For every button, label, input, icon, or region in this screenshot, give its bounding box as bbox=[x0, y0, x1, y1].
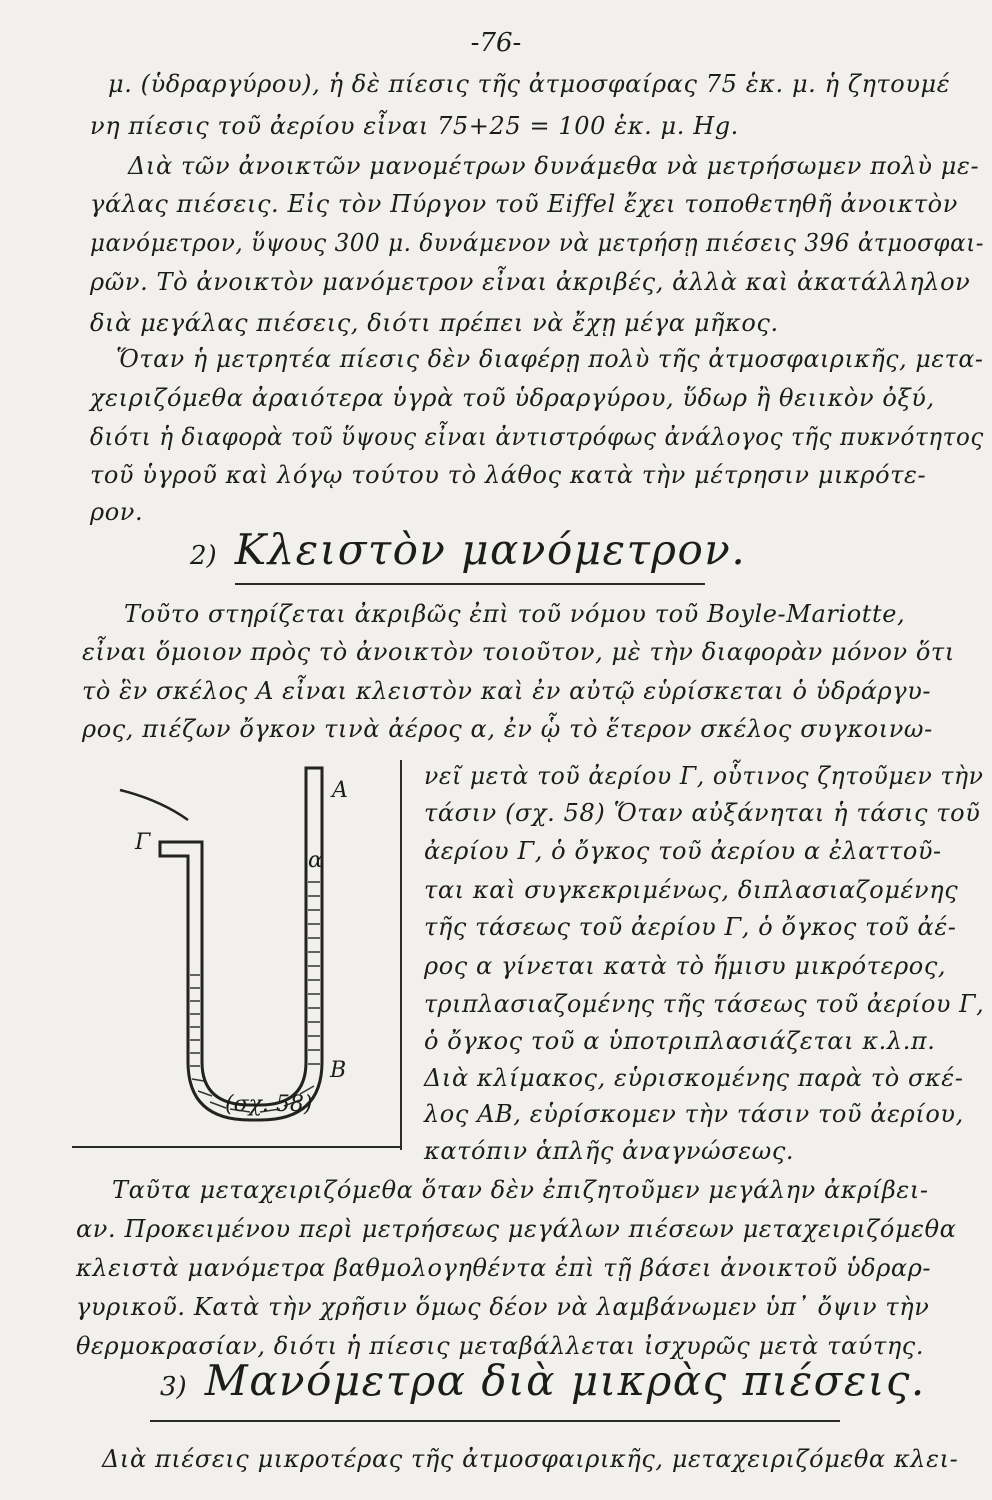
figure-bottom-rule bbox=[72, 1146, 402, 1148]
text-line: μανόμετρον, ὕψους 300 μ. δυνάμενον νὰ μετρήσῃ πιέσεις 396 ἀτμοσφαι- bbox=[90, 229, 985, 257]
label-A: Α bbox=[332, 778, 348, 803]
gas-inlet-line bbox=[120, 790, 188, 820]
text-line: λος ΑΒ, εὑρίσκομεν τὴν τάσιν τοῦ ἀερίου, bbox=[424, 1100, 964, 1128]
text-line: νεῖ μετὰ τοῦ ἀερίου Γ, οὗτινος ζητοῦμεν τὴν bbox=[424, 762, 984, 790]
text-line: Διὰ πιέσεις μικροτέρας τῆς ἀτμοσφαιρικῆς, μεταχειριζόμεθα κλει- bbox=[102, 1445, 959, 1473]
text-line: νη πίεσις τοῦ ἀερίου εἶναι 75+25 = 100 ἑκ. μ. Hg. bbox=[90, 112, 739, 140]
u-tube bbox=[160, 768, 322, 1120]
text-line: χειριζόμεθα ἀραιότερα ὑγρὰ τοῦ ὑδραργύρου, ὕδωρ ἢ θειικὸν ὀξύ, bbox=[90, 384, 935, 412]
text-line: τὸ ἓν σκέλος Α εἶναι κλειστὸν καὶ ἐν αὐτῷ εὑρίσκεται ὁ ὑδράργυ- bbox=[82, 677, 932, 705]
text-line: γάλας πιέσεις. Εἰς τὸν Πύργον τοῦ Eiffel ἔχει τοποθετηθῆ ἀνοικτὸν bbox=[90, 190, 958, 218]
text-line: Ὅταν ἡ μετρητέα πίεσις δὲν διαφέρῃ πολὺ τῆς ἀτμοσφαιρικῆς, μετα- bbox=[116, 345, 984, 373]
text-line: ται καὶ συγκεκριμένως, διπλασιαζομένης bbox=[424, 876, 959, 904]
text-line: θερμοκρασίαν, διότι ἡ πίεσις μεταβάλλεται ἰσχυρῶς μετὰ ταύτης. bbox=[76, 1332, 925, 1360]
text-line: κατόπιν ἁπλῆς ἀναγνώσεως. bbox=[424, 1137, 795, 1165]
section-number: 3) bbox=[160, 1372, 187, 1402]
section-title: Μανόμετρα διὰ μικρὰς πιέσεις. bbox=[204, 1356, 926, 1405]
text-line: ἀερίου Γ, ὁ ὄγκος τοῦ ἀερίου α ἐλαττοῦ- bbox=[424, 837, 942, 865]
text-line: Διὰ κλίμακος, εὑρισκομένης παρὰ τὸ σκέ- bbox=[424, 1064, 964, 1092]
text-line: ρος, πιέζων ὄγκον τινὰ ἀέρος α, ἐν ᾧ τὸ ἕτερον σκέλος συγκοινω- bbox=[82, 715, 933, 743]
text-line: κλειστὰ μανόμετρα βαθμολογηθέντα ἐπὶ τῇ βάσει ἀνοικτοῦ ὑδραρ- bbox=[76, 1254, 932, 1282]
page-number: -76- bbox=[470, 28, 522, 58]
text-line: ρῶν. Τὸ ἀνοικτὸν μανόμετρον εἶναι ἀκριβές, ἀλλὰ καὶ ἀκατάλληλον bbox=[90, 268, 971, 296]
text-line: τῆς τάσεως τοῦ ἀερίου Γ, ὁ ὄγκος τοῦ ἀέ- bbox=[424, 913, 957, 941]
section-heading-3 bbox=[160, 1356, 926, 1405]
text-line: Τοῦτο στηρίζεται ἀκριβῶς ἐπὶ τοῦ νόμου τοῦ Boyle-Mariotte, bbox=[124, 600, 906, 628]
heading-underline bbox=[235, 583, 705, 585]
mercury-right bbox=[308, 882, 320, 1064]
label-alpha: α bbox=[308, 848, 323, 873]
text-line: τοῦ ὑγροῦ καὶ λόγῳ τούτου τὸ λάθος κατὰ τὴν μέτρησιν μικρότε- bbox=[90, 461, 927, 489]
figure-divider bbox=[400, 760, 402, 1150]
label-B: Β bbox=[330, 1058, 347, 1083]
figure-caption: (σχ. 58) bbox=[225, 1092, 313, 1117]
text-line: αν. Προκειμένου περὶ μετρήσεως μεγάλων πιέσεων μεταχειριζόμεθα bbox=[76, 1215, 957, 1243]
text-line: τάσιν (σχ. 58) Ὅταν αὐξάνηται ἡ τάσις τοῦ bbox=[424, 799, 981, 827]
text-line: ρος α γίνεται κατὰ τὸ ἥμισυ μικρότερος, bbox=[424, 952, 947, 980]
section-title: Κλειστὸν μανόμετρον. bbox=[234, 525, 747, 574]
text-line: τριπλασιαζομένης τῆς τάσεως τοῦ ἀερίου Γ, bbox=[424, 990, 985, 1018]
text-line: ὁ ὄγκος τοῦ α ὑποτριπλασιάζεται κ.λ.π. bbox=[424, 1027, 936, 1055]
heading-underline bbox=[150, 1420, 840, 1422]
text-line: διότι ἡ διαφορὰ τοῦ ὕψους εἶναι ἀντιστρόφως ἀνάλογος τῆς πυκνότητος bbox=[90, 423, 984, 451]
text-line: ρον. bbox=[90, 498, 144, 526]
section-number: 2) bbox=[190, 541, 217, 571]
text-line: Ταῦτα μεταχειριζόμεθα ὅταν δὲν ἐπιζητοῦμεν μεγάλην ἀκρίβει- bbox=[112, 1176, 929, 1204]
text-line: γυρικοῦ. Κατὰ τὴν χρῆσιν ὅμως δέον νὰ λαμβάνωμεν ὑπ᾽ ὄψιν τὴν bbox=[76, 1293, 930, 1321]
label-gamma: Γ bbox=[135, 830, 151, 855]
text-line: διὰ μεγάλας πιέσεις, διότι πρέπει νὰ ἔχῃ μέγα μῆκος. bbox=[90, 309, 779, 337]
text-line: εἶναι ὅμοιον πρὸς τὸ ἀνοικτὸν τοιοῦτον, μὲ τὴν διαφορὰν μόνον ὅτι bbox=[82, 638, 955, 666]
text-line: Διὰ τῶν ἀνοικτῶν μανομέτρων δυνάμεθα νὰ μετρήσωμεν πολὺ με- bbox=[128, 152, 980, 180]
manometer-figure bbox=[100, 760, 400, 1150]
text-line: μ. (ὑδραργύρου), ἡ δὲ πίεσις τῆς ἀτμοσφαίρας 75 ἑκ. μ. ἡ ζητουμέ bbox=[108, 70, 951, 98]
section-heading-2 bbox=[190, 525, 746, 574]
